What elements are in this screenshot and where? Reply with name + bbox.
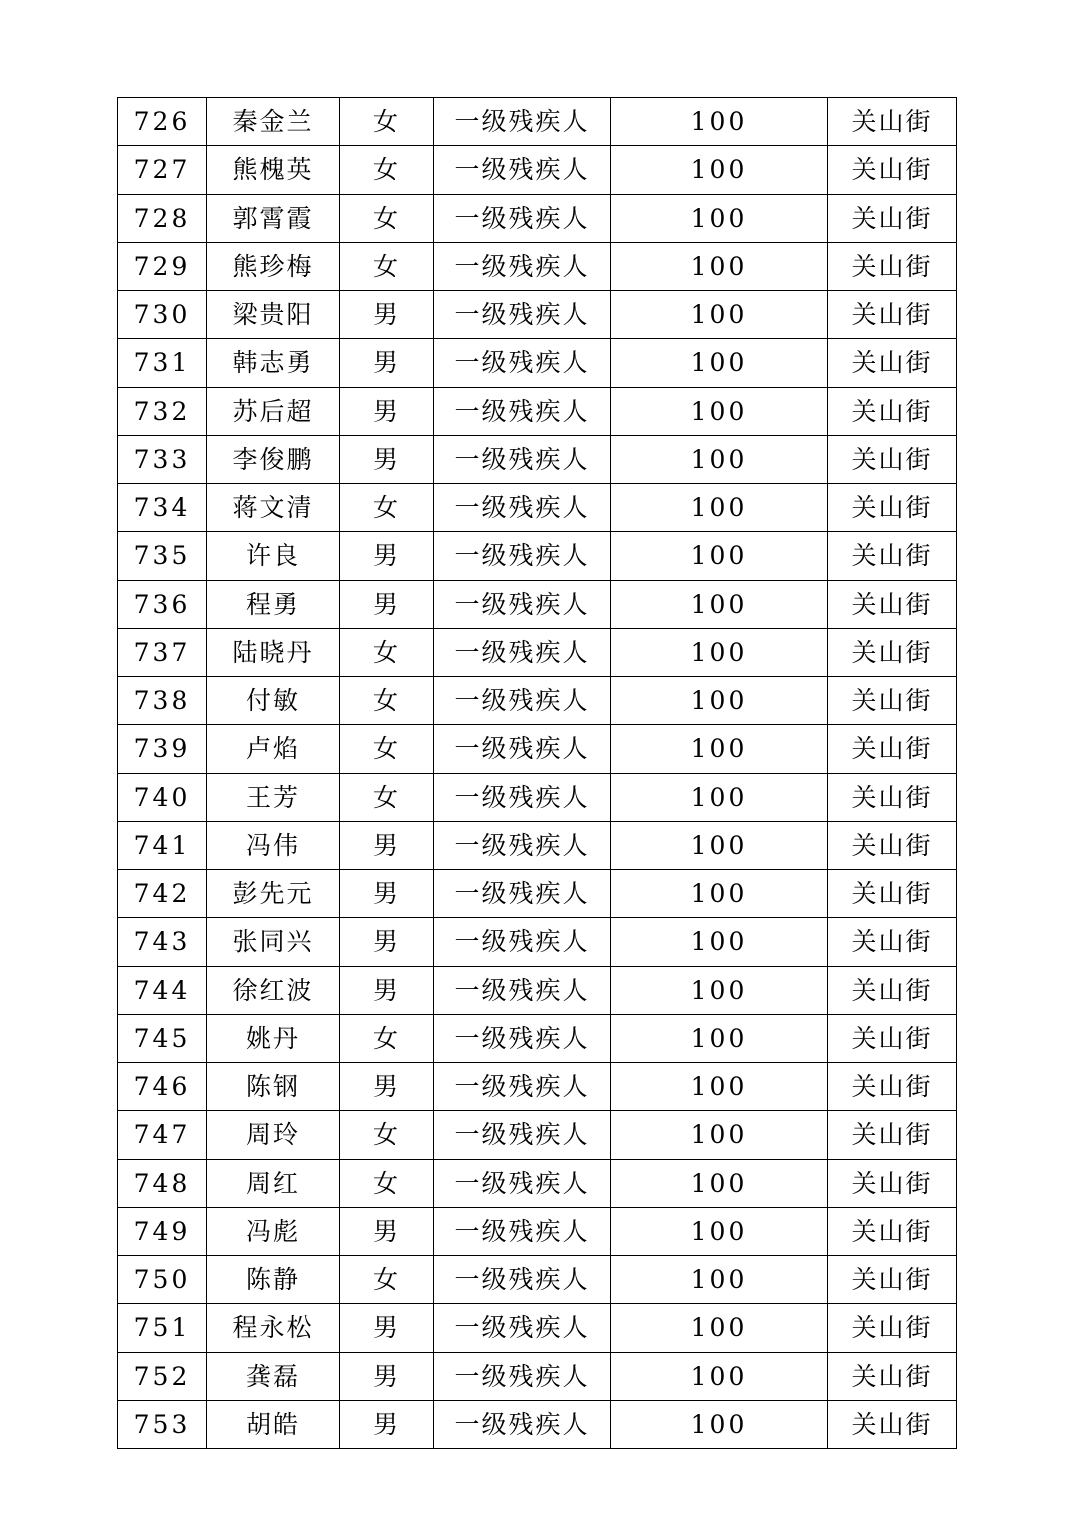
- table-row: [118, 532, 957, 580]
- cell-level: 一级残疾人: [434, 1063, 611, 1111]
- cell-area: 关山街: [828, 918, 957, 966]
- roster-table: [117, 97, 957, 1449]
- cell-area: 关山街: [828, 387, 957, 435]
- cell-amount: 100: [611, 291, 828, 339]
- cell-amount: 100: [611, 870, 828, 918]
- table-row: [118, 1159, 957, 1207]
- cell-area: 关山街: [828, 435, 957, 483]
- table-row: [118, 1256, 957, 1304]
- cell-amount: 100: [611, 773, 828, 821]
- cell-amount: 100: [611, 484, 828, 532]
- table-row: [118, 773, 957, 821]
- cell-amount: 100: [611, 1256, 828, 1304]
- table-row: [118, 918, 957, 966]
- cell-seq: 751: [118, 1304, 207, 1352]
- table-row: [118, 291, 957, 339]
- cell-name: 周红: [207, 1159, 340, 1207]
- cell-seq: 737: [118, 628, 207, 676]
- cell-sex: 女: [340, 628, 434, 676]
- cell-area: 关山街: [828, 146, 957, 194]
- cell-seq: 735: [118, 532, 207, 580]
- cell-level: 一级残疾人: [434, 435, 611, 483]
- table-row: [118, 242, 957, 290]
- cell-seq: 746: [118, 1063, 207, 1111]
- cell-name: 卢焰: [207, 725, 340, 773]
- cell-sex: 男: [340, 821, 434, 869]
- cell-sex: 男: [340, 1352, 434, 1400]
- cell-seq: 726: [118, 98, 207, 146]
- cell-name: 熊珍梅: [207, 242, 340, 290]
- table-row: [118, 1014, 957, 1062]
- cell-amount: 100: [611, 1159, 828, 1207]
- cell-seq: 728: [118, 194, 207, 242]
- cell-level: 一级残疾人: [434, 870, 611, 918]
- cell-name: 付敏: [207, 677, 340, 725]
- cell-area: 关山街: [828, 194, 957, 242]
- cell-name: 陈钢: [207, 1063, 340, 1111]
- cell-sex: 女: [340, 194, 434, 242]
- cell-level: 一级残疾人: [434, 580, 611, 628]
- cell-name: 姚丹: [207, 1014, 340, 1062]
- table-row: [118, 580, 957, 628]
- cell-seq: 747: [118, 1111, 207, 1159]
- cell-amount: 100: [611, 1014, 828, 1062]
- cell-area: 关山街: [828, 1159, 957, 1207]
- cell-area: 关山街: [828, 1256, 957, 1304]
- cell-level: 一级残疾人: [434, 146, 611, 194]
- table-row: [118, 194, 957, 242]
- cell-name: 许良: [207, 532, 340, 580]
- cell-level: 一级残疾人: [434, 821, 611, 869]
- cell-amount: 100: [611, 1400, 828, 1448]
- cell-sex: 女: [340, 773, 434, 821]
- cell-seq: 748: [118, 1159, 207, 1207]
- cell-area: 关山街: [828, 484, 957, 532]
- table-row: [118, 98, 957, 146]
- table-row: [118, 821, 957, 869]
- cell-sex: 男: [340, 339, 434, 387]
- cell-amount: 100: [611, 98, 828, 146]
- cell-name: 周玲: [207, 1111, 340, 1159]
- cell-area: 关山街: [828, 1304, 957, 1352]
- table-row: [118, 387, 957, 435]
- cell-amount: 100: [611, 339, 828, 387]
- cell-level: 一级残疾人: [434, 628, 611, 676]
- cell-sex: 男: [340, 1063, 434, 1111]
- cell-name: 程勇: [207, 580, 340, 628]
- cell-sex: 女: [340, 98, 434, 146]
- cell-level: 一级残疾人: [434, 1111, 611, 1159]
- table-row: [118, 1352, 957, 1400]
- cell-seq: 753: [118, 1400, 207, 1448]
- table-row: [118, 725, 957, 773]
- cell-level: 一级残疾人: [434, 918, 611, 966]
- cell-name: 熊槐英: [207, 146, 340, 194]
- cell-sex: 女: [340, 1014, 434, 1062]
- cell-amount: 100: [611, 532, 828, 580]
- cell-area: 关山街: [828, 1014, 957, 1062]
- table-row: [118, 1400, 957, 1448]
- cell-seq: 739: [118, 725, 207, 773]
- cell-seq: 729: [118, 242, 207, 290]
- cell-amount: 100: [611, 435, 828, 483]
- cell-name: 胡皓: [207, 1400, 340, 1448]
- table-row: [118, 870, 957, 918]
- cell-level: 一级残疾人: [434, 1014, 611, 1062]
- cell-seq: 752: [118, 1352, 207, 1400]
- cell-sex: 女: [340, 1159, 434, 1207]
- cell-name: 蒋文清: [207, 484, 340, 532]
- cell-sex: 女: [340, 1111, 434, 1159]
- cell-seq: 732: [118, 387, 207, 435]
- cell-seq: 733: [118, 435, 207, 483]
- cell-name: 冯伟: [207, 821, 340, 869]
- cell-area: 关山街: [828, 966, 957, 1014]
- cell-level: 一级残疾人: [434, 387, 611, 435]
- cell-seq: 730: [118, 291, 207, 339]
- cell-seq: 749: [118, 1207, 207, 1255]
- cell-seq: 743: [118, 918, 207, 966]
- cell-seq: 744: [118, 966, 207, 1014]
- cell-level: 一级残疾人: [434, 532, 611, 580]
- cell-name: 程永松: [207, 1304, 340, 1352]
- cell-area: 关山街: [828, 532, 957, 580]
- table-row: [118, 435, 957, 483]
- cell-seq: 745: [118, 1014, 207, 1062]
- cell-level: 一级残疾人: [434, 291, 611, 339]
- cell-level: 一级残疾人: [434, 677, 611, 725]
- table-row: [118, 628, 957, 676]
- cell-level: 一级残疾人: [434, 773, 611, 821]
- cell-amount: 100: [611, 580, 828, 628]
- cell-sex: 男: [340, 1400, 434, 1448]
- cell-seq: 750: [118, 1256, 207, 1304]
- table-row: [118, 1207, 957, 1255]
- cell-name: 苏后超: [207, 387, 340, 435]
- table-row: [118, 1063, 957, 1111]
- cell-area: 关山街: [828, 291, 957, 339]
- cell-amount: 100: [611, 387, 828, 435]
- cell-seq: 736: [118, 580, 207, 628]
- cell-level: 一级残疾人: [434, 242, 611, 290]
- cell-name: 龚磊: [207, 1352, 340, 1400]
- cell-seq: 738: [118, 677, 207, 725]
- cell-seq: 731: [118, 339, 207, 387]
- cell-sex: 男: [340, 1207, 434, 1255]
- cell-name: 李俊鹏: [207, 435, 340, 483]
- cell-level: 一级残疾人: [434, 1400, 611, 1448]
- cell-level: 一级残疾人: [434, 966, 611, 1014]
- cell-amount: 100: [611, 918, 828, 966]
- cell-sex: 男: [340, 532, 434, 580]
- cell-amount: 100: [611, 821, 828, 869]
- cell-amount: 100: [611, 628, 828, 676]
- cell-name: 陆晓丹: [207, 628, 340, 676]
- cell-level: 一级残疾人: [434, 725, 611, 773]
- cell-area: 关山街: [828, 870, 957, 918]
- cell-level: 一级残疾人: [434, 1207, 611, 1255]
- cell-name: 秦金兰: [207, 98, 340, 146]
- cell-name: 王芳: [207, 773, 340, 821]
- cell-seq: 740: [118, 773, 207, 821]
- cell-sex: 男: [340, 966, 434, 1014]
- table-row: [118, 1304, 957, 1352]
- cell-area: 关山街: [828, 580, 957, 628]
- cell-name: 陈静: [207, 1256, 340, 1304]
- cell-amount: 100: [611, 1207, 828, 1255]
- table-row: [118, 146, 957, 194]
- cell-area: 关山街: [828, 1207, 957, 1255]
- cell-amount: 100: [611, 1304, 828, 1352]
- cell-amount: 100: [611, 677, 828, 725]
- cell-sex: 男: [340, 291, 434, 339]
- cell-sex: 女: [340, 242, 434, 290]
- roster-table-body: [118, 98, 957, 1449]
- cell-level: 一级残疾人: [434, 1304, 611, 1352]
- cell-seq: 727: [118, 146, 207, 194]
- cell-area: 关山街: [828, 1063, 957, 1111]
- cell-area: 关山街: [828, 1111, 957, 1159]
- cell-sex: 女: [340, 484, 434, 532]
- cell-level: 一级残疾人: [434, 1352, 611, 1400]
- cell-area: 关山街: [828, 1352, 957, 1400]
- cell-amount: 100: [611, 194, 828, 242]
- cell-level: 一级残疾人: [434, 484, 611, 532]
- cell-area: 关山街: [828, 725, 957, 773]
- cell-sex: 女: [340, 146, 434, 194]
- cell-area: 关山街: [828, 1400, 957, 1448]
- cell-sex: 男: [340, 387, 434, 435]
- cell-name: 彭先元: [207, 870, 340, 918]
- cell-sex: 女: [340, 1256, 434, 1304]
- table-row: [118, 1111, 957, 1159]
- cell-sex: 男: [340, 435, 434, 483]
- cell-name: 郭霄霞: [207, 194, 340, 242]
- cell-sex: 男: [340, 1304, 434, 1352]
- cell-area: 关山街: [828, 339, 957, 387]
- cell-name: 韩志勇: [207, 339, 340, 387]
- cell-area: 关山街: [828, 773, 957, 821]
- cell-level: 一级残疾人: [434, 194, 611, 242]
- cell-name: 张同兴: [207, 918, 340, 966]
- cell-name: 梁贵阳: [207, 291, 340, 339]
- cell-sex: 男: [340, 870, 434, 918]
- cell-area: 关山街: [828, 677, 957, 725]
- cell-name: 冯彪: [207, 1207, 340, 1255]
- cell-level: 一级残疾人: [434, 1256, 611, 1304]
- cell-sex: 男: [340, 918, 434, 966]
- cell-sex: 女: [340, 677, 434, 725]
- cell-amount: 100: [611, 242, 828, 290]
- cell-amount: 100: [611, 966, 828, 1014]
- cell-amount: 100: [611, 146, 828, 194]
- cell-seq: 742: [118, 870, 207, 918]
- cell-amount: 100: [611, 1352, 828, 1400]
- cell-sex: 男: [340, 580, 434, 628]
- cell-area: 关山街: [828, 98, 957, 146]
- cell-area: 关山街: [828, 242, 957, 290]
- cell-level: 一级残疾人: [434, 98, 611, 146]
- cell-amount: 100: [611, 1111, 828, 1159]
- cell-area: 关山街: [828, 628, 957, 676]
- cell-seq: 741: [118, 821, 207, 869]
- table-row: [118, 339, 957, 387]
- cell-level: 一级残疾人: [434, 1159, 611, 1207]
- cell-seq: 734: [118, 484, 207, 532]
- table-row: [118, 966, 957, 1014]
- cell-amount: 100: [611, 1063, 828, 1111]
- cell-area: 关山街: [828, 821, 957, 869]
- table-row: [118, 484, 957, 532]
- cell-sex: 女: [340, 725, 434, 773]
- cell-name: 徐红波: [207, 966, 340, 1014]
- table-row: [118, 677, 957, 725]
- cell-amount: 100: [611, 725, 828, 773]
- cell-level: 一级残疾人: [434, 339, 611, 387]
